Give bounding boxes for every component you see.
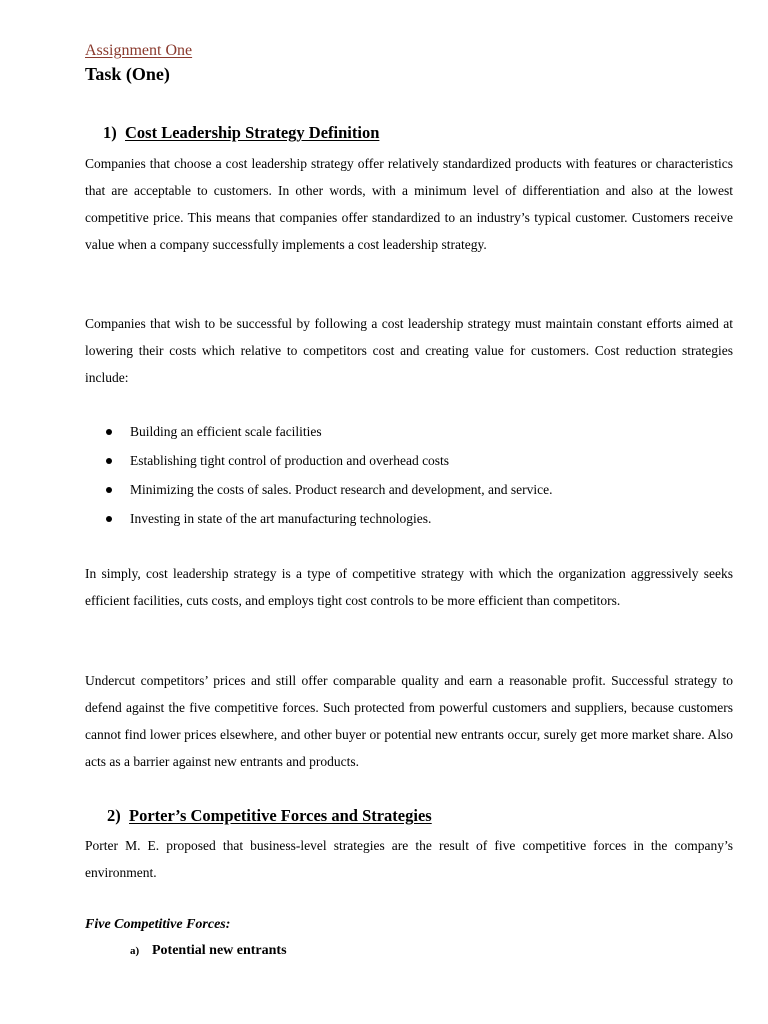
bullet-icon [106,516,112,522]
bullet-icon [106,487,112,493]
sub-item-text: Potential new entrants [152,943,287,958]
list-item [85,417,733,446]
section-1-heading [103,123,379,143]
list-item-text: Investing in state of the art manufacturing technologies. [130,511,432,526]
section-1-title: Cost Leadership Strategy Definition [125,123,380,142]
section-1-paragraph-3: In simply, cost leadership strategy is a type of competitive strategy with which the organization aggressively seeks efficient facilities, cuts costs, and employs tight cost controls to be more efficient than competitors. [85,566,733,608]
list-item-text: Minimizing the costs of sales. Product research and development, and service. [130,482,553,497]
bullet-icon [106,429,112,435]
list-item [85,446,733,475]
section-1-number: 1) [103,123,117,142]
section-1-paragraph-2: Companies that wish to be successful by following a cost leadership strategy must maintain constant efforts aimed at lowering their costs which relative to competitors cost and creating value for customers. Cost reduction strategies include: [85,316,733,385]
section-2-title: Porter’s Competitive Forces and Strategies [129,806,432,825]
list-item [85,475,733,504]
list-item-text: Building an efficient scale facilities [130,424,322,439]
cost-reduction-list [85,417,733,533]
section-1-paragraph-1: Companies that choose a cost leadership strategy offer relatively standardized products with features or characteristics that are acceptable to customers. In other words, with a minimum level of differentiation and also at the lowest competitive price. This means that companies offer standardized to an industry’s typical customer. Customers receive value when a company successfully implements a cost leadership strategy. [85,156,733,252]
list-item-text: Establishing tight control of production and overhead costs [130,453,450,468]
assignment-title: Assignment One [85,42,193,59]
section-1-paragraph-4: Undercut competitors’ prices and still offer comparable quality and earn a reasonable profit. Successful strategy to defend against the five competitive forces. Such protected from powerful customers and suppliers, because customers cannot find lower prices elsewhere, and other buyer or potential new entrants occur, surely get more market share. Also acts as a barrier against new entrants and products. [85,673,733,769]
section-2-heading [107,806,432,826]
section-2-paragraph-1: Porter M. E. proposed that business-level strategies are the result of five competitive forces in the company’s environment. [85,838,733,880]
sub-item-potential-new-entrants [130,943,287,959]
section-2-number: 2) [107,806,121,825]
list-item [85,504,733,533]
five-forces-label: Five Competitive Forces: [85,917,231,932]
bullet-icon [106,458,112,464]
task-title: Task (One) [85,64,170,84]
sub-item-marker: a) [130,945,140,957]
